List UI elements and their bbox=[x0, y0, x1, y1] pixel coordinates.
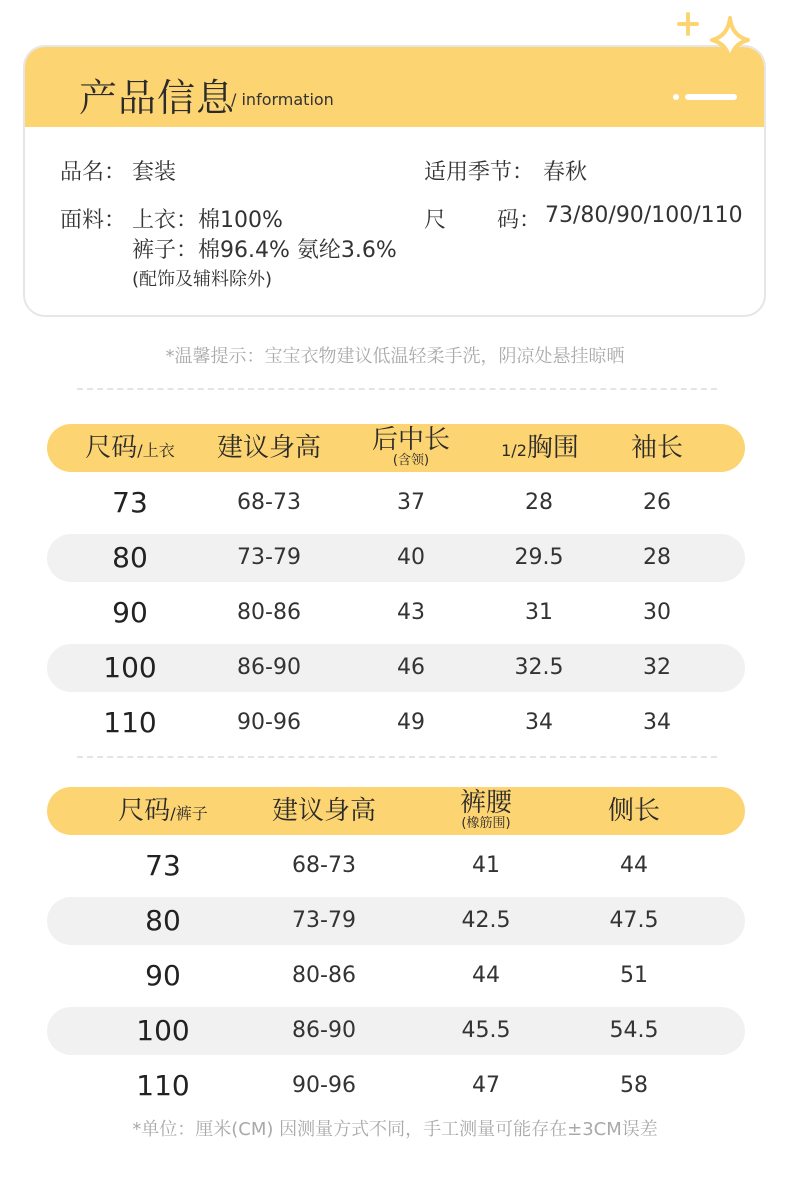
value-cell: 28 bbox=[643, 545, 671, 570]
header-chest: 1/2胸围 bbox=[501, 433, 579, 463]
value-cell: 34 bbox=[643, 710, 671, 735]
header-height: 建议身高 bbox=[216, 433, 322, 463]
size-cell: 90 bbox=[112, 596, 148, 629]
value-cell: 90-96 bbox=[237, 710, 301, 735]
value-cell: 44 bbox=[472, 963, 500, 988]
header-height: 建议身高 bbox=[271, 796, 377, 826]
value-cell: 40 bbox=[397, 545, 425, 570]
table-row bbox=[47, 699, 745, 747]
table-row bbox=[47, 842, 745, 890]
table-row bbox=[47, 1007, 745, 1055]
header-bar-decoration bbox=[685, 94, 737, 100]
header-dot-decoration bbox=[673, 94, 679, 100]
size-cell: 110 bbox=[103, 706, 157, 739]
size-cell: 110 bbox=[136, 1069, 190, 1102]
table-row bbox=[47, 589, 745, 637]
header-side-length: 侧长 bbox=[607, 796, 661, 826]
top-table-header bbox=[47, 424, 745, 472]
value-cell: 32.5 bbox=[514, 655, 564, 680]
size-cell: 73 bbox=[145, 849, 181, 882]
header-size: 尺码/裤子 bbox=[118, 796, 208, 826]
value-cell: 42.5 bbox=[461, 908, 511, 933]
value-cell: 47.5 bbox=[609, 908, 659, 933]
info-card-header bbox=[25, 47, 764, 127]
value-cell: 54.5 bbox=[609, 1018, 659, 1043]
info-title: 产品信息 bbox=[79, 76, 236, 120]
value-cell: 31 bbox=[525, 600, 553, 625]
value-cell: 49 bbox=[397, 710, 425, 735]
season-label: 适用季节： bbox=[424, 160, 535, 185]
table-row bbox=[47, 1062, 745, 1110]
sparkle-icon bbox=[672, 6, 762, 76]
size-cell: 73 bbox=[112, 486, 148, 519]
value-cell: 68-73 bbox=[237, 490, 301, 515]
value-cell: 47 bbox=[472, 1073, 500, 1098]
header-back-length: 后中长 (含领) bbox=[371, 425, 451, 468]
value-cell: 30 bbox=[643, 600, 671, 625]
size-cell: 90 bbox=[145, 959, 181, 992]
value-cell: 34 bbox=[525, 710, 553, 735]
table-row bbox=[47, 534, 745, 582]
divider bbox=[77, 756, 717, 758]
fabric-label: 面料： bbox=[60, 208, 127, 233]
value-cell: 41 bbox=[472, 853, 500, 878]
value-cell: 45.5 bbox=[461, 1018, 511, 1043]
header-sleeve: 袖长 bbox=[630, 433, 684, 463]
value-cell: 90-96 bbox=[292, 1073, 356, 1098]
unit-footnote: *单位：厘米(CM) 因测量方式不同，手工测量可能存在±3CM误差 bbox=[132, 1119, 658, 1140]
name-label: 品名： bbox=[60, 160, 127, 185]
name-value: 套装 bbox=[132, 160, 177, 185]
size-cell: 100 bbox=[136, 1014, 190, 1047]
table-row bbox=[47, 897, 745, 945]
info-subtitle: / information bbox=[231, 90, 334, 109]
value-cell: 51 bbox=[620, 963, 648, 988]
size-cell: 80 bbox=[112, 541, 148, 574]
value-cell: 86-90 bbox=[237, 655, 301, 680]
bottom-size-table bbox=[47, 787, 745, 1117]
care-tip: *温馨提示：宝宝衣物建议低温轻柔手洗，阴凉处悬挂晾晒 bbox=[165, 346, 625, 367]
value-cell: 73-79 bbox=[292, 908, 356, 933]
value-cell: 29.5 bbox=[514, 545, 564, 570]
fabric-pants: 裤子：棉96.4% 氨纶3.6% bbox=[132, 238, 397, 263]
header-waist: 裤腰 (橡筋围) bbox=[459, 788, 513, 831]
value-cell: 32 bbox=[643, 655, 671, 680]
value-cell: 37 bbox=[397, 490, 425, 515]
header-size: 尺码/上衣 bbox=[85, 433, 175, 463]
value-cell: 58 bbox=[620, 1073, 648, 1098]
value-cell: 28 bbox=[525, 490, 553, 515]
size-cell: 100 bbox=[103, 651, 157, 684]
value-cell: 80-86 bbox=[292, 963, 356, 988]
value-cell: 86-90 bbox=[292, 1018, 356, 1043]
value-cell: 73-79 bbox=[237, 545, 301, 570]
size-label-part2: 码： bbox=[497, 208, 542, 233]
fabric-note: (配饰及辅料除外) bbox=[132, 269, 273, 290]
value-cell: 26 bbox=[643, 490, 671, 515]
size-cell: 80 bbox=[145, 904, 181, 937]
fabric-top: 上衣：棉100% bbox=[132, 208, 283, 233]
value-cell: 43 bbox=[397, 600, 425, 625]
season-value: 春秋 bbox=[543, 160, 588, 185]
divider bbox=[77, 388, 717, 390]
table-row bbox=[47, 952, 745, 1000]
value-cell: 46 bbox=[397, 655, 425, 680]
top-size-table bbox=[47, 424, 745, 754]
bottom-table-header bbox=[47, 787, 745, 835]
size-range-value: 73/80/90/100/110 bbox=[545, 203, 743, 228]
size-label-part1: 尺 bbox=[424, 208, 447, 233]
value-cell: 68-73 bbox=[292, 853, 356, 878]
value-cell: 44 bbox=[620, 853, 648, 878]
table-row bbox=[47, 644, 745, 692]
product-info-card bbox=[23, 45, 766, 317]
value-cell: 80-86 bbox=[237, 600, 301, 625]
table-row bbox=[47, 479, 745, 527]
